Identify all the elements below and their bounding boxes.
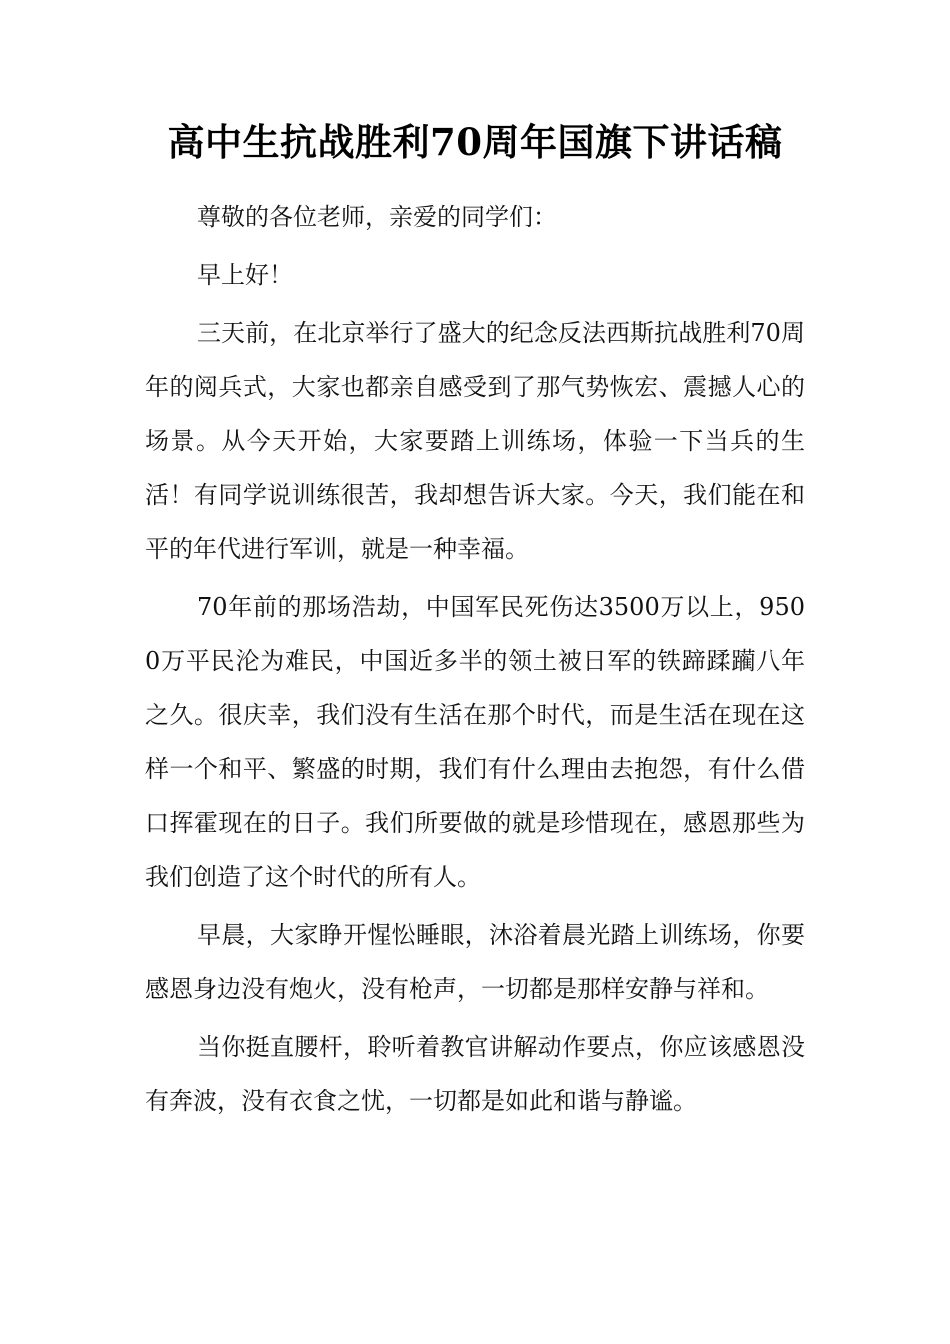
- page-title: 高中生抗战胜利70周年国旗下讲话稿: [167, 120, 783, 164]
- paragraph-greeting: 早上好！: [197, 261, 293, 289]
- paragraph: 三天前，在北京举行了盛大的纪念反法西斯抗战胜利70周年的阅兵式，大家也都亲自感受到了那气势恢宏、震撼人心的场景。从今天开始，大家要踏上训练场，体验一下当兵的生活！有同学说训练很苦，我却想告诉大家。今天，我们能在和平的年代进行军训，就是一种幸福。: [145, 319, 805, 563]
- paragraph-salutation: 尊敬的各位老师，亲爱的同学们：: [197, 203, 557, 231]
- paragraph: 当你挺直腰杆，聆听着教官讲解动作要点，你应该感恩没有奔波，没有衣食之忧，一切都是如此和谐与静谧。: [145, 1033, 805, 1115]
- document-body: [145, 190, 805, 1132]
- paragraph: 70年前的那场浩劫，中国军民死伤达3500万以上，9500万平民沦为难民，中国近多半的领土被日军的铁蹄蹂躏八年之久。很庆幸，我们没有生活在那个时代，而是生活在现在这样一个和平、繁盛的时期，我们有什么理由去抱怨，有什么借口挥霍现在的日子。我们所要做的就是珍惜现在，感恩那些为我们创造了这个时代的所有人。: [145, 593, 805, 891]
- paragraph: 早晨，大家睁开惺忪睡眼，沐浴着晨光踏上训练场，你要感恩身边没有炮火，没有枪声，一切都是那样安静与祥和。: [145, 921, 805, 1003]
